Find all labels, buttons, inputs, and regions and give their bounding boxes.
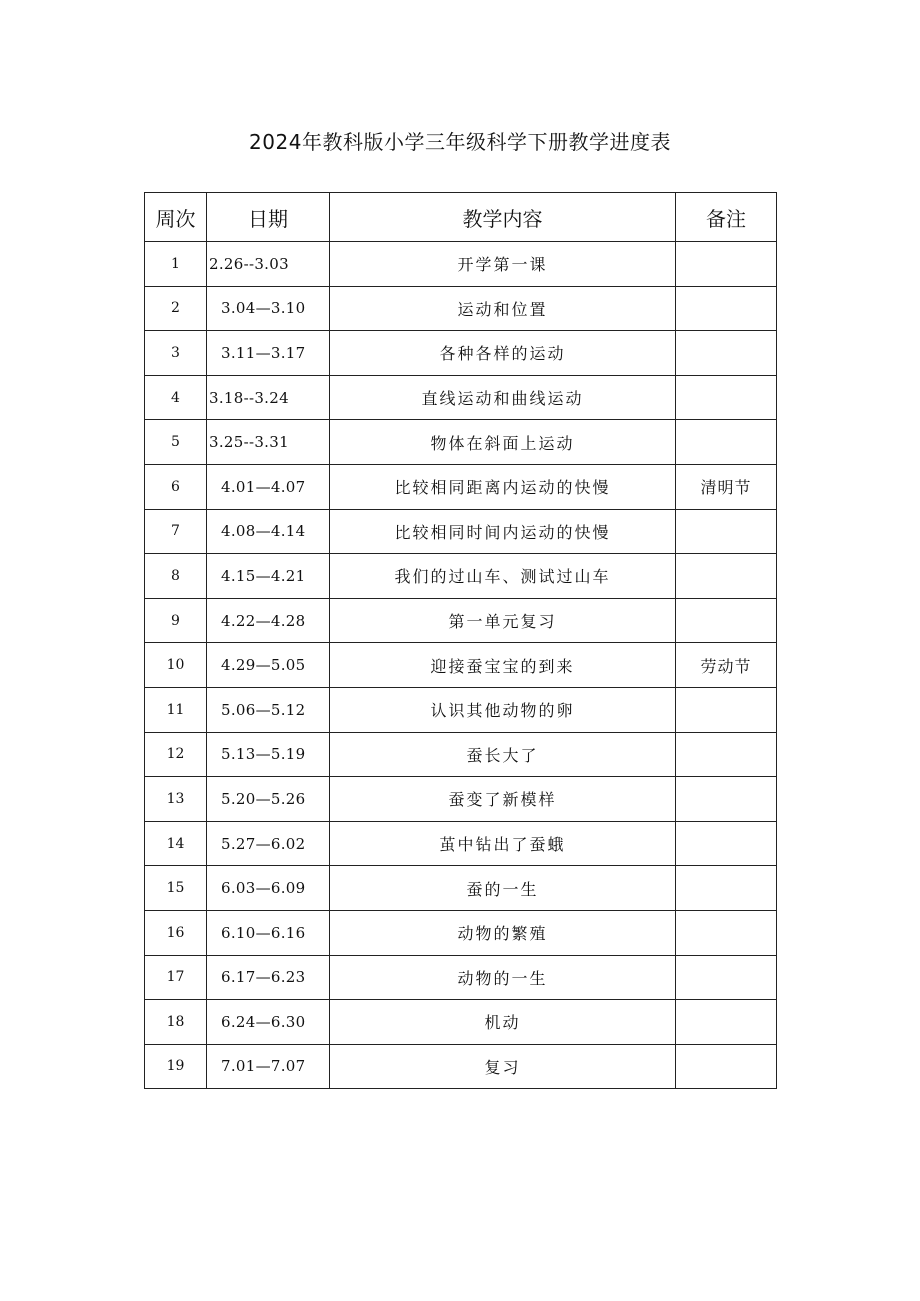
cell-note — [676, 866, 777, 911]
table-row — [145, 910, 777, 955]
cell-week: 4 — [145, 375, 207, 420]
table-header-row — [145, 193, 777, 242]
cell-note — [676, 286, 777, 331]
table-row — [145, 420, 777, 465]
cell-note — [676, 1044, 777, 1089]
cell-note — [676, 554, 777, 599]
table-row — [145, 821, 777, 866]
cell-content: 动物的繁殖 — [330, 910, 676, 955]
cell-week: 5 — [145, 420, 207, 465]
table-row — [145, 955, 777, 1000]
cell-note — [676, 732, 777, 777]
cell-note: 劳动节 — [676, 643, 777, 688]
header-week: 周次 — [145, 193, 207, 242]
cell-date: 4.01—4.07 — [207, 464, 330, 509]
cell-content: 迎接蚕宝宝的到来 — [330, 643, 676, 688]
cell-content: 认识其他动物的卵 — [330, 687, 676, 732]
cell-note — [676, 375, 777, 420]
cell-week: 3 — [145, 331, 207, 376]
cell-week: 2 — [145, 286, 207, 331]
cell-date: 5.20—5.26 — [207, 777, 330, 822]
header-date: 日期 — [207, 193, 330, 242]
cell-date: 3.18--3.24 — [207, 375, 330, 420]
cell-note — [676, 331, 777, 376]
cell-content: 机动 — [330, 1000, 676, 1045]
cell-date: 4.22—4.28 — [207, 598, 330, 643]
cell-note — [676, 420, 777, 465]
cell-note — [676, 242, 777, 287]
cell-date: 6.03—6.09 — [207, 866, 330, 911]
table-row — [145, 687, 777, 732]
cell-week: 11 — [145, 687, 207, 732]
cell-week: 7 — [145, 509, 207, 554]
cell-date: 4.15—4.21 — [207, 554, 330, 599]
cell-content: 茧中钻出了蚕蛾 — [330, 821, 676, 866]
cell-date: 5.06—5.12 — [207, 687, 330, 732]
cell-date: 6.17—6.23 — [207, 955, 330, 1000]
cell-note — [676, 777, 777, 822]
cell-week: 15 — [145, 866, 207, 911]
cell-date: 6.24—6.30 — [207, 1000, 330, 1045]
cell-note: 清明节 — [676, 464, 777, 509]
cell-date: 4.29—5.05 — [207, 643, 330, 688]
cell-date: 3.11—3.17 — [207, 331, 330, 376]
cell-date: 5.13—5.19 — [207, 732, 330, 777]
cell-content: 动物的一生 — [330, 955, 676, 1000]
cell-week: 1 — [145, 242, 207, 287]
cell-note — [676, 1000, 777, 1045]
cell-week: 13 — [145, 777, 207, 822]
cell-date: 2.26--3.03 — [207, 242, 330, 287]
cell-date: 4.08—4.14 — [207, 509, 330, 554]
table-row — [145, 286, 777, 331]
table-row — [145, 866, 777, 911]
page-title: 2024年教科版小学三年级科学下册教学进度表 — [249, 130, 671, 154]
cell-content: 物体在斜面上运动 — [330, 420, 676, 465]
cell-date: 5.27—6.02 — [207, 821, 330, 866]
cell-date: 3.25--3.31 — [207, 420, 330, 465]
cell-week: 14 — [145, 821, 207, 866]
table-row — [145, 598, 777, 643]
table-row — [145, 331, 777, 376]
cell-week: 12 — [145, 732, 207, 777]
cell-date: 6.10—6.16 — [207, 910, 330, 955]
cell-content: 蚕变了新模样 — [330, 777, 676, 822]
cell-content: 复习 — [330, 1044, 676, 1089]
cell-content: 第一单元复习 — [330, 598, 676, 643]
cell-week: 6 — [145, 464, 207, 509]
cell-date: 3.04—3.10 — [207, 286, 330, 331]
cell-note — [676, 598, 777, 643]
table-row — [145, 375, 777, 420]
table-row — [145, 1000, 777, 1045]
cell-week: 10 — [145, 643, 207, 688]
cell-content: 开学第一课 — [330, 242, 676, 287]
cell-note — [676, 821, 777, 866]
table-row — [145, 732, 777, 777]
cell-week: 9 — [145, 598, 207, 643]
cell-note — [676, 509, 777, 554]
cell-content: 运动和位置 — [330, 286, 676, 331]
cell-week: 18 — [145, 1000, 207, 1045]
schedule-table — [144, 192, 777, 1089]
cell-content: 直线运动和曲线运动 — [330, 375, 676, 420]
cell-week: 17 — [145, 955, 207, 1000]
table-row — [145, 464, 777, 509]
cell-content: 我们的过山车、测试过山车 — [330, 554, 676, 599]
table-row — [145, 554, 777, 599]
cell-date: 7.01—7.07 — [207, 1044, 330, 1089]
cell-content: 各种各样的运动 — [330, 331, 676, 376]
table-row — [145, 509, 777, 554]
cell-note — [676, 955, 777, 1000]
header-content: 教学内容 — [330, 193, 676, 242]
cell-week: 16 — [145, 910, 207, 955]
cell-content: 蚕的一生 — [330, 866, 676, 911]
cell-content: 蚕长大了 — [330, 732, 676, 777]
table-row — [145, 643, 777, 688]
cell-content: 比较相同时间内运动的快慢 — [330, 509, 676, 554]
table-row — [145, 777, 777, 822]
cell-note — [676, 910, 777, 955]
cell-content: 比较相同距离内运动的快慢 — [330, 464, 676, 509]
header-note: 备注 — [676, 193, 777, 242]
cell-week: 8 — [145, 554, 207, 599]
table-row — [145, 1044, 777, 1089]
table-row — [145, 242, 777, 287]
cell-note — [676, 687, 777, 732]
cell-week: 19 — [145, 1044, 207, 1089]
